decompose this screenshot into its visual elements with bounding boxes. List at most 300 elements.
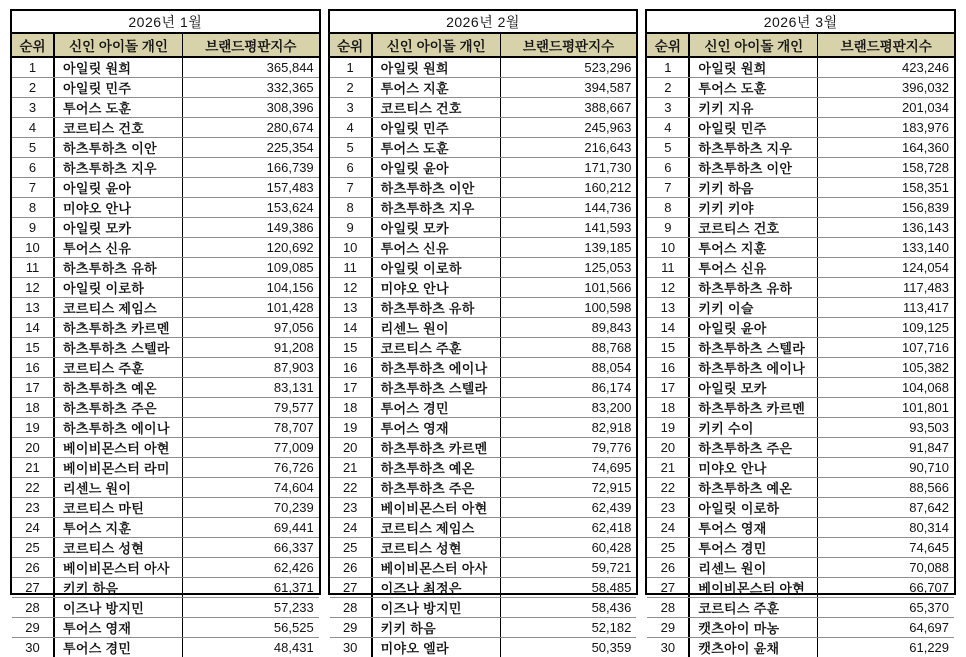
name-cell: 하츠투하츠 예온	[55, 378, 183, 397]
table-row	[12, 537, 319, 557]
name-cell: 키키 하음	[55, 578, 183, 597]
table-row	[330, 217, 637, 237]
rank-cell: 21	[647, 458, 690, 477]
score-cell: 113,417	[902, 300, 950, 315]
rank-cell: 4	[330, 118, 373, 137]
rank-cell: 15	[12, 338, 55, 357]
table-row	[647, 457, 954, 477]
name-cell: 투어스 도훈	[55, 98, 183, 117]
rank-cell: 18	[330, 398, 373, 417]
score-cell: 133,140	[902, 240, 950, 255]
name-cell: 투어스 도훈	[690, 78, 818, 97]
table-body	[330, 58, 637, 657]
table-row	[330, 437, 637, 457]
month-title: 2026년 1월	[12, 11, 319, 34]
table-row	[330, 137, 637, 157]
score-cell: 280,674	[266, 120, 314, 135]
score-cell: 201,034	[902, 100, 950, 115]
table-row	[647, 557, 954, 577]
name-cell: 코르티스 건호	[55, 118, 183, 137]
score-cell: 62,439	[591, 500, 632, 515]
table-row	[647, 537, 954, 557]
name-cell: 아일릿 모카	[373, 218, 501, 237]
col-header-name: 신인 아이돌 개인	[55, 34, 183, 56]
table-row	[12, 437, 319, 457]
name-cell: 하츠투하츠 주은	[55, 398, 183, 417]
rank-cell: 24	[647, 518, 690, 537]
table-row	[647, 237, 954, 257]
score-cell: 124,054	[902, 260, 950, 275]
score-cell: 100,598	[584, 300, 632, 315]
score-cell: 88,768	[591, 340, 632, 355]
table-row	[330, 177, 637, 197]
table-row	[330, 157, 637, 177]
rank-cell: 24	[330, 518, 373, 537]
name-cell: 하츠투하츠 지우	[690, 138, 818, 157]
rank-cell: 15	[647, 338, 690, 357]
name-cell: 키키 키야	[690, 198, 818, 217]
name-cell: 이즈나 방지민	[373, 598, 501, 617]
table-row	[12, 377, 319, 397]
rank-cell: 3	[647, 98, 690, 117]
table-row	[330, 337, 637, 357]
score-cell: 61,371	[273, 580, 314, 595]
name-cell: 하츠투하츠 에이나	[690, 358, 818, 377]
score-cell: 523,296	[584, 60, 632, 75]
name-cell: 베이비몬스터 라미	[55, 458, 183, 477]
name-cell: 하츠투하츠 예온	[373, 458, 501, 477]
name-cell: 하츠투하츠 유하	[690, 278, 818, 297]
table-row	[647, 217, 954, 237]
table-row	[647, 397, 954, 417]
score-cell: 62,418	[591, 520, 632, 535]
name-cell: 리센느 원이	[55, 478, 183, 497]
table-row	[12, 277, 319, 297]
name-cell: 베이비몬스터 아현	[55, 438, 183, 457]
col-header-rank: 순위	[12, 34, 55, 56]
score-cell: 65,370	[909, 600, 950, 615]
table-row	[12, 597, 319, 617]
rank-cell: 12	[12, 278, 55, 297]
name-cell: 코르티스 건호	[690, 218, 818, 237]
name-cell: 캣츠아이 마농	[690, 618, 818, 637]
rank-cell: 6	[12, 158, 55, 177]
rank-cell: 9	[330, 218, 373, 237]
table-row	[330, 397, 637, 417]
score-cell: 166,739	[266, 160, 314, 175]
score-cell: 104,156	[266, 280, 314, 295]
score-cell: 139,185	[584, 240, 632, 255]
rank-cell: 3	[12, 98, 55, 117]
name-cell: 코르티스 제임스	[373, 518, 501, 537]
score-cell: 101,801	[902, 400, 950, 415]
rank-cell: 6	[330, 158, 373, 177]
score-cell: 120,692	[266, 240, 314, 255]
rank-cell: 16	[330, 358, 373, 377]
name-cell: 키키 하음	[690, 178, 818, 197]
name-cell: 투어스 경민	[55, 638, 183, 657]
rank-cell: 26	[12, 558, 55, 577]
table-row	[330, 617, 637, 637]
month-table	[645, 9, 956, 656]
score-cell: 91,208	[273, 340, 314, 355]
rank-cell: 25	[12, 538, 55, 557]
name-cell: 아일릿 윤아	[55, 178, 183, 197]
rank-cell: 5	[12, 138, 55, 157]
score-cell: 93,503	[909, 420, 950, 435]
name-cell: 키키 수이	[690, 418, 818, 437]
rank-cell: 8	[12, 198, 55, 217]
score-cell: 83,200	[591, 400, 632, 415]
name-cell: 리센느 원이	[373, 318, 501, 337]
name-cell: 베이비몬스터 아사	[373, 558, 501, 577]
score-cell: 158,728	[902, 160, 950, 175]
rank-cell: 2	[12, 78, 55, 97]
table-row	[647, 77, 954, 97]
score-cell: 70,239	[273, 500, 314, 515]
table-body	[647, 58, 954, 657]
score-cell: 144,736	[584, 200, 632, 215]
table-row	[12, 137, 319, 157]
table-row	[330, 317, 637, 337]
score-cell: 90,710	[909, 460, 950, 475]
rank-cell: 14	[330, 318, 373, 337]
rank-cell: 17	[12, 378, 55, 397]
table-row	[647, 617, 954, 637]
score-cell: 109,125	[902, 320, 950, 335]
table-row	[12, 397, 319, 417]
name-cell: 투어스 경민	[373, 398, 501, 417]
rank-cell: 11	[330, 258, 373, 277]
table-row	[647, 97, 954, 117]
name-cell: 하츠투하츠 주은	[690, 438, 818, 457]
score-cell: 79,776	[591, 440, 632, 455]
table-row	[330, 257, 637, 277]
name-cell: 투어스 신유	[55, 238, 183, 257]
rank-cell: 26	[647, 558, 690, 577]
table-row	[12, 497, 319, 517]
rank-cell: 8	[330, 198, 373, 217]
rank-cell: 29	[12, 618, 55, 637]
score-cell: 117,483	[902, 280, 950, 295]
col-header-score: 브랜드평판지수	[205, 39, 297, 54]
name-cell: 투어스 경민	[690, 538, 818, 557]
table-row	[330, 497, 637, 517]
rank-cell: 21	[12, 458, 55, 477]
table-row	[12, 197, 319, 217]
name-cell: 코르티스 마틴	[55, 498, 183, 517]
rank-cell: 29	[647, 618, 690, 637]
col-header-score: 브랜드평판지수	[840, 39, 932, 54]
col-header-score: 브랜드평판지수	[522, 39, 615, 54]
table-row	[330, 597, 637, 617]
table-row	[647, 437, 954, 457]
score-cell: 164,360	[902, 140, 950, 155]
name-cell: 하츠투하츠 예온	[690, 478, 818, 497]
score-cell: 157,483	[266, 180, 314, 195]
name-cell: 베이비몬스터 아사	[55, 558, 183, 577]
table-row	[12, 457, 319, 477]
name-cell: 아일릿 모카	[690, 378, 818, 397]
table-row	[12, 577, 319, 597]
month-table	[10, 9, 321, 656]
table-row	[330, 297, 637, 317]
table-row	[330, 377, 637, 397]
table-row	[330, 237, 637, 257]
table-row	[12, 77, 319, 97]
rank-cell: 18	[12, 398, 55, 417]
name-cell: 미야오 안나	[55, 198, 183, 217]
name-cell: 하츠투하츠 카르멘	[55, 318, 183, 337]
rank-cell: 21	[330, 458, 373, 477]
name-cell: 투어스 지훈	[690, 238, 818, 257]
table-row	[647, 497, 954, 517]
rank-cell: 17	[647, 378, 690, 397]
score-cell: 60,428	[591, 540, 632, 555]
rank-cell: 18	[647, 398, 690, 417]
score-cell: 396,032	[902, 80, 950, 95]
rank-cell: 20	[12, 438, 55, 457]
name-cell: 아일릿 민주	[690, 118, 818, 137]
score-cell: 62,426	[273, 560, 314, 575]
score-cell: 74,604	[273, 480, 314, 495]
rank-cell: 27	[330, 578, 373, 597]
name-cell: 아일릿 민주	[373, 118, 501, 137]
table-row	[330, 457, 637, 477]
table-row	[12, 337, 319, 357]
name-cell: 아일릿 윤아	[373, 158, 501, 177]
score-cell: 160,212	[584, 180, 632, 195]
month-table	[328, 9, 639, 656]
table-row	[647, 477, 954, 497]
table-row	[12, 237, 319, 257]
rank-cell: 23	[12, 498, 55, 517]
table-row	[12, 117, 319, 137]
score-cell: 64,697	[909, 620, 950, 635]
name-cell: 하츠투하츠 유하	[55, 258, 183, 277]
rank-cell: 22	[12, 478, 55, 497]
table-row	[12, 257, 319, 277]
table-row	[647, 337, 954, 357]
name-cell: 하츠투하츠 주은	[373, 478, 501, 497]
score-cell: 101,428	[266, 300, 314, 315]
rank-cell: 1	[647, 58, 690, 77]
name-cell: 아일릿 이로하	[373, 258, 501, 277]
score-cell: 77,009	[273, 440, 314, 455]
score-cell: 225,354	[266, 140, 314, 155]
name-cell: 이즈나 최정은	[373, 578, 501, 597]
rank-cell: 13	[330, 298, 373, 317]
rank-cell: 2	[330, 78, 373, 97]
score-cell: 87,903	[273, 360, 314, 375]
rank-cell: 30	[647, 638, 690, 657]
score-cell: 87,642	[909, 500, 950, 515]
score-cell: 125,053	[584, 260, 632, 275]
score-cell: 107,716	[902, 340, 950, 355]
name-cell: 하츠투하츠 유하	[373, 298, 501, 317]
table-row	[12, 317, 319, 337]
score-cell: 88,566	[909, 480, 950, 495]
name-cell: 이즈나 방지민	[55, 598, 183, 617]
rank-cell: 20	[647, 438, 690, 457]
score-cell: 153,624	[266, 200, 314, 215]
name-cell: 하츠투하츠 카르멘	[373, 438, 501, 457]
rank-cell: 20	[330, 438, 373, 457]
score-cell: 66,337	[273, 540, 314, 555]
score-cell: 101,566	[584, 280, 632, 295]
rank-cell: 29	[330, 618, 373, 637]
name-cell: 투어스 지훈	[373, 78, 501, 97]
score-cell: 80,314	[909, 520, 950, 535]
rank-cell: 28	[647, 598, 690, 617]
score-cell: 56,525	[273, 620, 314, 635]
score-cell: 72,915	[591, 480, 632, 495]
table-row	[330, 277, 637, 297]
table-row	[647, 297, 954, 317]
rank-cell: 5	[330, 138, 373, 157]
rank-cell: 7	[12, 178, 55, 197]
name-cell: 코르티스 성현	[55, 538, 183, 557]
table-row	[647, 58, 954, 77]
rank-cell: 19	[12, 418, 55, 437]
col-header-rank: 순위	[330, 34, 373, 56]
name-cell: 아일릿 원희	[690, 58, 818, 77]
table-row	[330, 58, 637, 77]
table-row	[12, 157, 319, 177]
table-row	[330, 517, 637, 537]
table-row	[12, 477, 319, 497]
rank-cell: 19	[330, 418, 373, 437]
table-row	[12, 97, 319, 117]
score-cell: 388,667	[584, 100, 632, 115]
table-row	[330, 577, 637, 597]
name-cell: 투어스 지훈	[55, 518, 183, 537]
table-row	[647, 637, 954, 657]
col-header-rank: 순위	[647, 34, 690, 56]
rank-cell: 17	[330, 378, 373, 397]
rank-cell: 16	[12, 358, 55, 377]
table-row	[330, 557, 637, 577]
table-row	[330, 637, 637, 657]
table-row	[330, 97, 637, 117]
name-cell: 하츠투하츠 이안	[373, 178, 501, 197]
table-row	[12, 417, 319, 437]
rank-cell: 19	[647, 418, 690, 437]
table-row	[12, 177, 319, 197]
score-cell: 58,485	[591, 580, 632, 595]
name-cell: 아일릿 이로하	[55, 278, 183, 297]
table-row	[647, 517, 954, 537]
score-cell: 394,587	[584, 80, 632, 95]
score-cell: 156,839	[902, 200, 950, 215]
table-row	[12, 58, 319, 77]
table-row	[647, 257, 954, 277]
name-cell: 투어스 신유	[373, 238, 501, 257]
name-cell: 키키 지유	[690, 98, 818, 117]
rank-cell: 24	[12, 518, 55, 537]
name-cell: 미야오 안나	[690, 458, 818, 477]
month-title: 2026년 2월	[330, 11, 637, 34]
rank-cell: 11	[647, 258, 690, 277]
score-cell: 66,707	[909, 580, 950, 595]
name-cell: 하츠투하츠 이안	[55, 138, 183, 157]
column-header-row	[647, 34, 954, 58]
rank-cell: 27	[12, 578, 55, 597]
name-cell: 코르티스 건호	[373, 98, 501, 117]
name-cell: 베이비몬스터 아현	[690, 578, 818, 597]
table-row	[647, 577, 954, 597]
score-cell: 332,365	[266, 80, 314, 95]
name-cell: 하츠투하츠 카르멘	[690, 398, 818, 417]
score-cell: 89,843	[591, 320, 632, 335]
rank-cell: 22	[330, 478, 373, 497]
table-row	[12, 297, 319, 317]
table-body	[12, 58, 319, 657]
score-cell: 183,976	[902, 120, 950, 135]
name-cell: 키키 이슬	[690, 298, 818, 317]
score-cell: 423,246	[902, 60, 950, 75]
score-cell: 69,441	[273, 520, 314, 535]
rank-cell: 28	[330, 598, 373, 617]
rank-cell: 2	[647, 78, 690, 97]
table-row	[12, 217, 319, 237]
table-row	[647, 417, 954, 437]
rank-cell: 6	[647, 158, 690, 177]
name-cell: 코르티스 주훈	[373, 338, 501, 357]
name-cell: 하츠투하츠 에이나	[55, 418, 183, 437]
score-cell: 76,726	[273, 460, 314, 475]
score-cell: 86,174	[591, 380, 632, 395]
name-cell: 투어스 영재	[373, 418, 501, 437]
table-row	[330, 77, 637, 97]
name-cell: 아일릿 원희	[55, 58, 183, 77]
name-cell: 캣츠아이 윤채	[690, 638, 818, 657]
rank-cell: 7	[647, 178, 690, 197]
rank-cell: 30	[330, 638, 373, 657]
rank-cell: 3	[330, 98, 373, 117]
table-row	[12, 617, 319, 637]
name-cell: 아일릿 윤아	[690, 318, 818, 337]
table-row	[647, 197, 954, 217]
name-cell: 코르티스 제임스	[55, 298, 183, 317]
score-cell: 365,844	[266, 60, 314, 75]
name-cell: 하츠투하츠 지우	[373, 198, 501, 217]
score-cell: 78,707	[273, 420, 314, 435]
score-cell: 58,436	[591, 600, 632, 615]
table-row	[330, 357, 637, 377]
name-cell: 투어스 신유	[690, 258, 818, 277]
rank-cell: 14	[647, 318, 690, 337]
col-header-name: 신인 아이돌 개인	[690, 34, 818, 56]
table-row	[330, 537, 637, 557]
rank-cell: 27	[647, 578, 690, 597]
table-row	[647, 377, 954, 397]
table-row	[647, 357, 954, 377]
name-cell: 베이비몬스터 아현	[373, 498, 501, 517]
rank-cell: 12	[647, 278, 690, 297]
month-title: 2026년 3월	[647, 11, 954, 34]
table-row	[330, 197, 637, 217]
score-cell: 97,056	[273, 320, 314, 335]
rank-cell: 22	[647, 478, 690, 497]
score-cell: 216,643	[584, 140, 632, 155]
name-cell: 코르티스 주훈	[55, 358, 183, 377]
score-cell: 109,085	[266, 260, 314, 275]
table-row	[12, 517, 319, 537]
name-cell: 하츠투하츠 지우	[55, 158, 183, 177]
score-cell: 57,233	[273, 600, 314, 615]
rank-cell: 25	[330, 538, 373, 557]
